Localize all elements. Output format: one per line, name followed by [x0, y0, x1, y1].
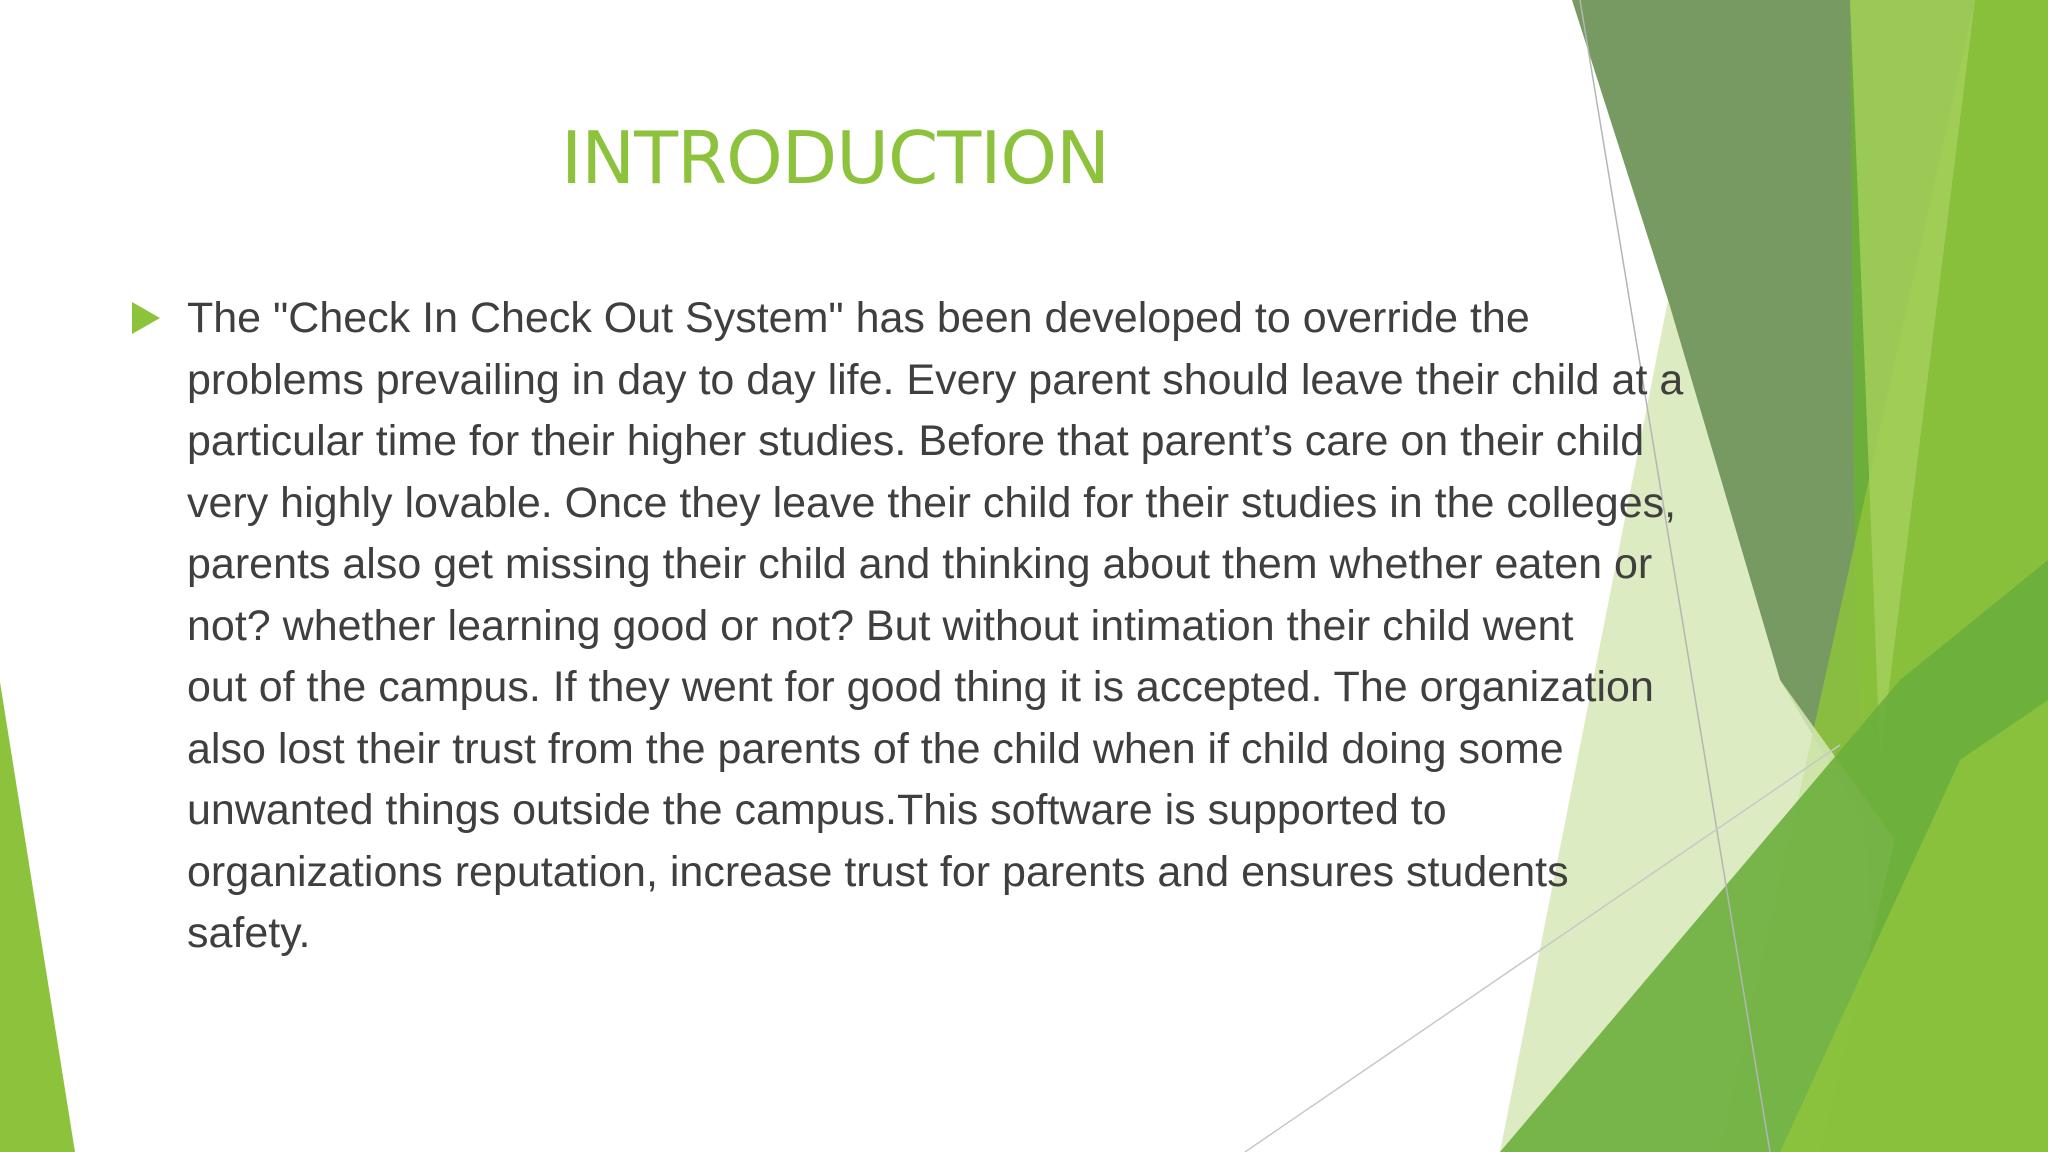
body-line: also lost their trust from the parents of the child when if child doing some — [187, 724, 1564, 773]
body-line: very highly lovable. Once they leave their child for their studies in the colleges, — [187, 478, 1677, 527]
body-line: organizations reputation, increase trust for parents and ensures students — [187, 847, 1569, 896]
body-line: safety. — [187, 909, 311, 957]
body-line: particular time for their higher studies. Before that parent’s care on their child — [187, 417, 1645, 465]
body-line: unwanted things outside the campus.This software is supported to — [187, 786, 1447, 834]
body-line: The "Check In Check Out System" has been developed to override the — [187, 294, 1530, 342]
slide-title: INTRODUCTION — [561, 116, 1109, 200]
left-green-sliver — [0, 682, 75, 1152]
bullet-paragraph — [187, 288, 1957, 965]
body-line: problems prevailing in day to day life. Every parent should leave their child at a — [187, 355, 1684, 404]
body-line: not? whether learning good or not? But without intimation their child went — [187, 601, 1574, 650]
body-line: parents also get missing their child and thinking about them whether eaten or — [187, 540, 1653, 588]
triangle-right-icon — [132, 302, 160, 334]
body-line: out of the campus. If they went for good thing it is accepted. The organization — [187, 663, 1654, 711]
